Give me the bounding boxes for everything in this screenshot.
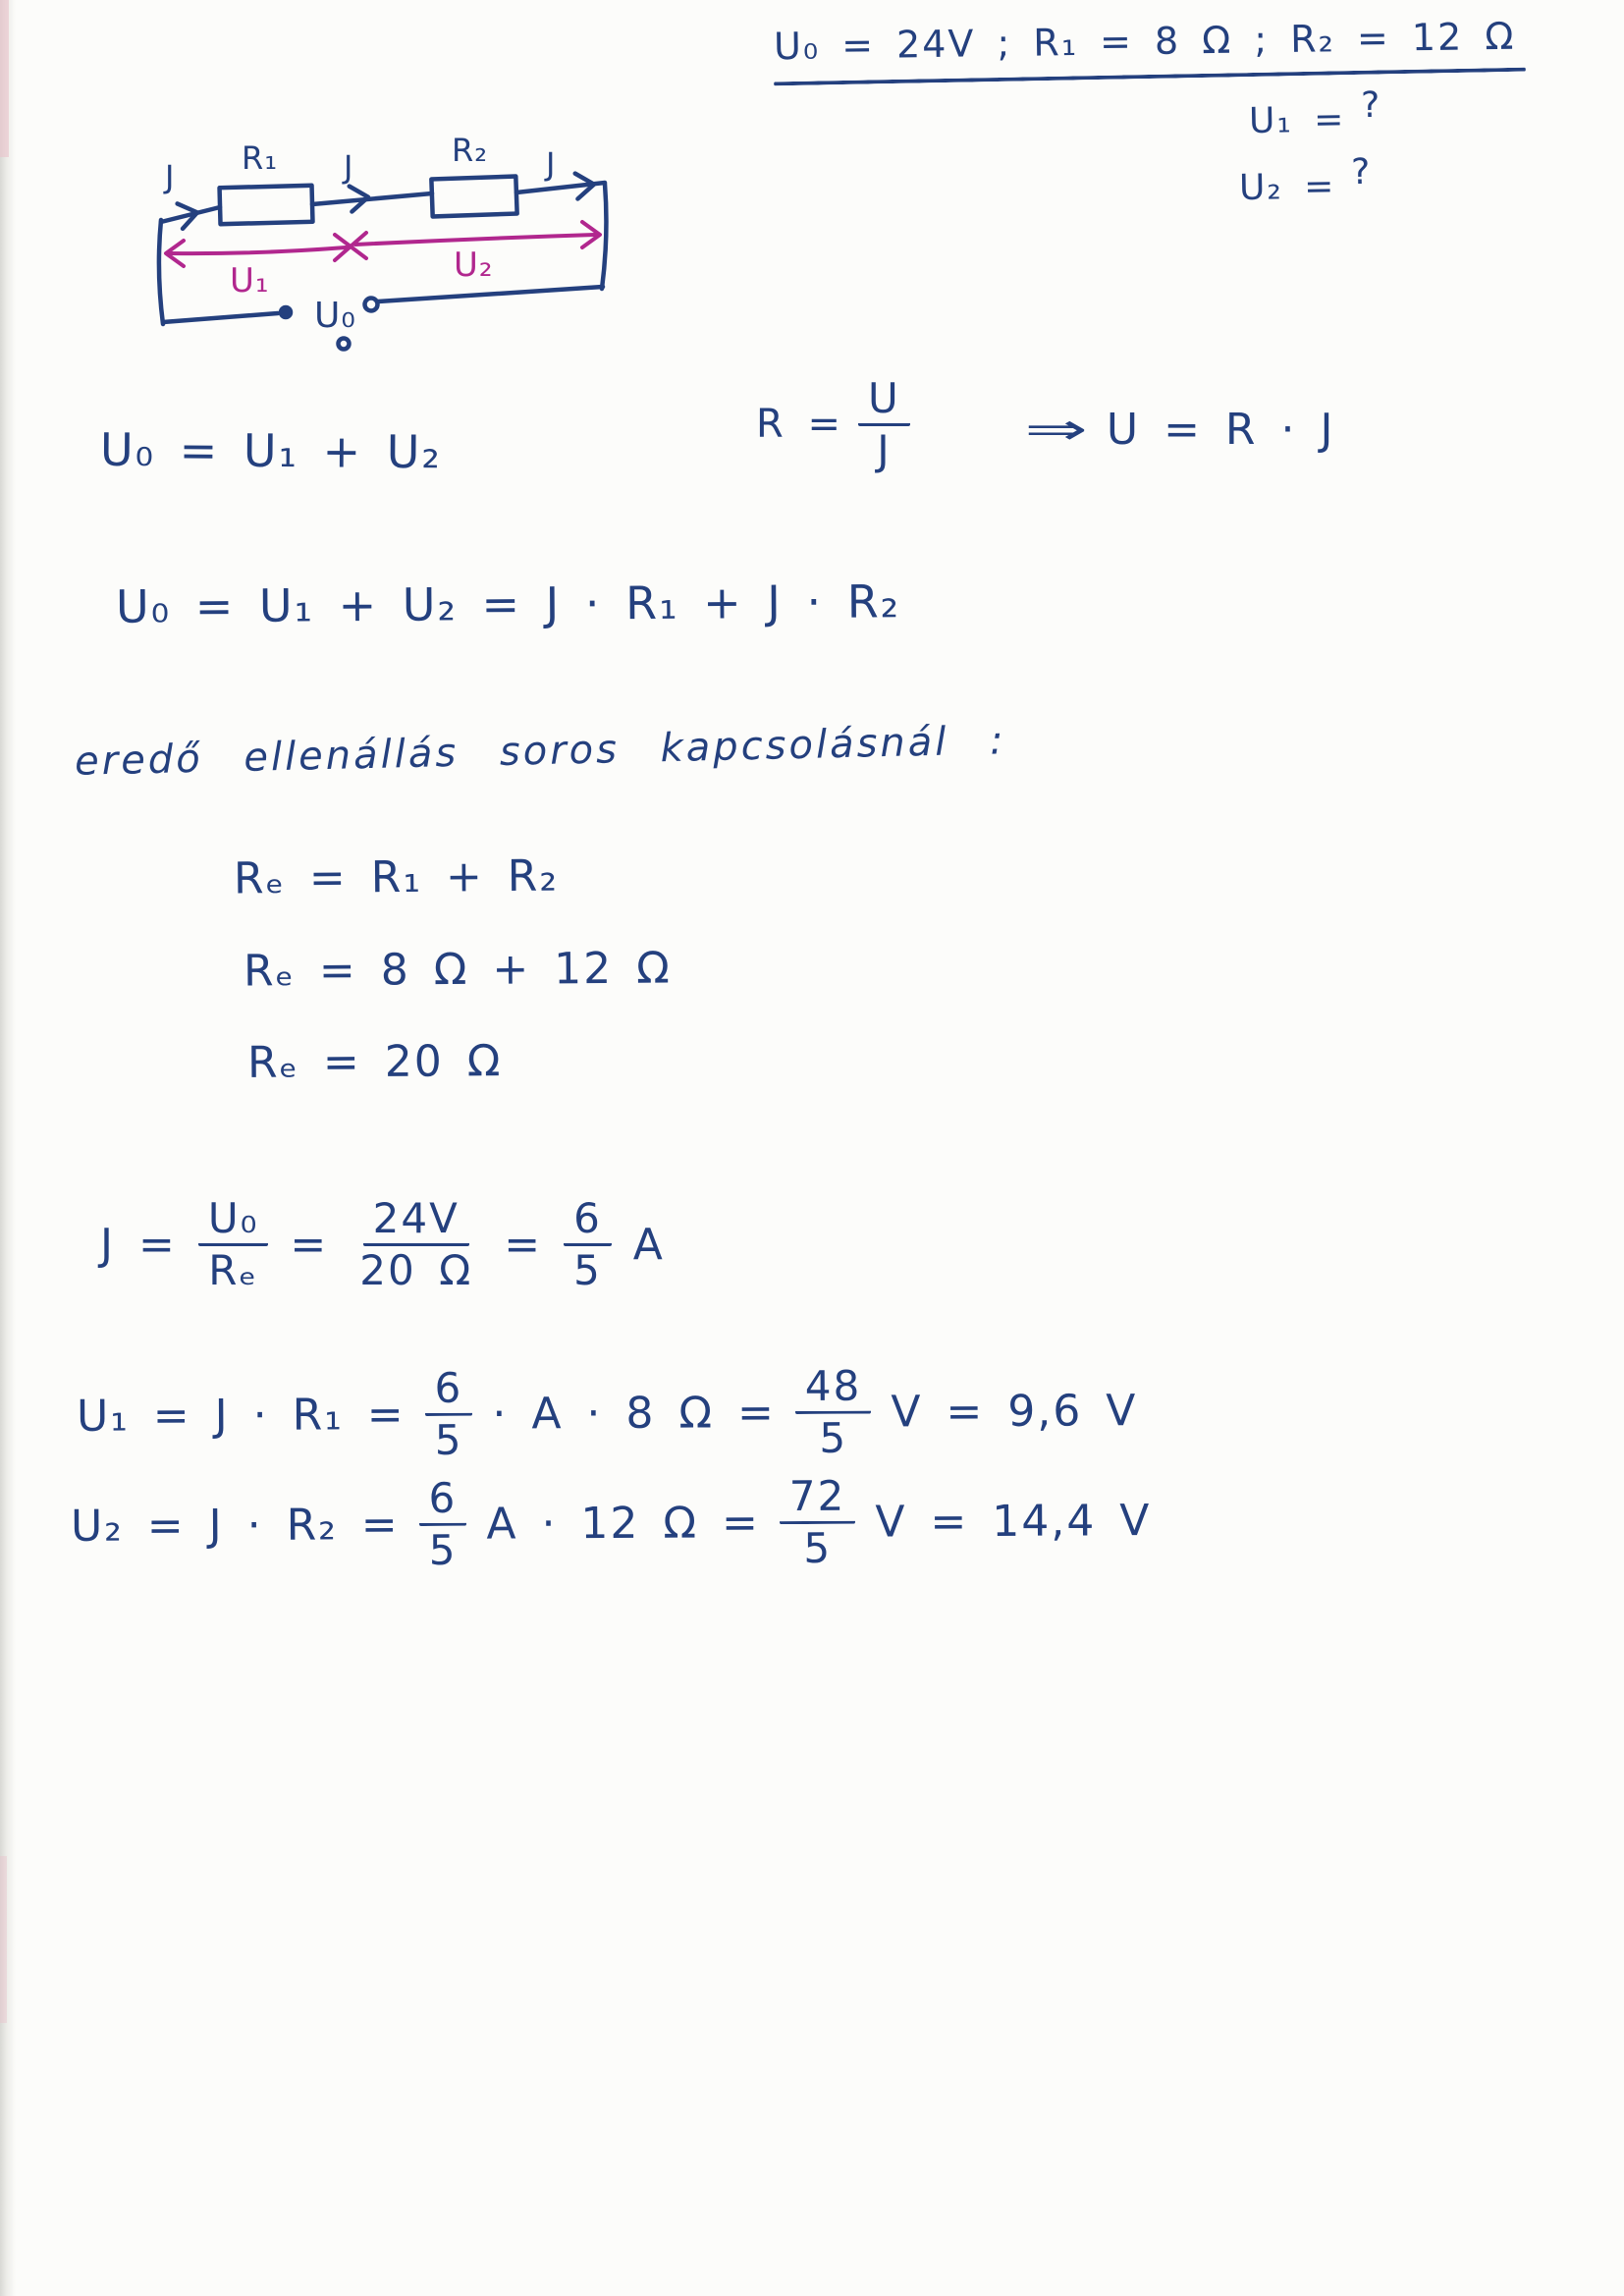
equation-voltage-expanded-text: U₀ = U₁ + U₂ = J · R₁ + J · R₂ — [115, 574, 901, 633]
fraction-denominator: 5 — [819, 1414, 848, 1463]
equation-voltage-sum-text: U₀ = U₁ + U₂ — [99, 422, 443, 479]
question-u2-lhs: U₂ = — [1238, 166, 1336, 209]
resistor-r2-label: R₂ — [452, 132, 489, 169]
u2-fraction-current — [418, 1473, 466, 1575]
scan-pink-artifact-top — [0, 0, 9, 157]
implies-arrow: ⇒ — [1024, 405, 1092, 455]
equation-re-values-text: Rₑ = 8 Ω + 12 Ω — [243, 943, 672, 997]
fraction-numerator: U — [858, 376, 910, 426]
equation-ohms-law-rearranged — [1024, 405, 1335, 455]
voltage-annotations — [166, 222, 600, 301]
equation-re-formula-text: Rₑ = R₁ + R₂ — [233, 850, 560, 904]
fraction-denominator: 20 Ω — [359, 1246, 473, 1295]
wire-right — [602, 184, 606, 289]
ohms-law-rhs: U = R · J — [1106, 405, 1335, 455]
fraction-denominator: Rₑ — [208, 1246, 258, 1295]
equation-voltage-sum — [100, 423, 442, 478]
question-u1-mark: ? — [1360, 84, 1382, 127]
equation-u1-result — [77, 1362, 1138, 1464]
fraction-numerator: 6 — [418, 1476, 466, 1527]
equation-ohms-law — [756, 376, 910, 473]
current-label-3: J — [546, 145, 557, 183]
fraction-numerator: 48 — [795, 1364, 872, 1415]
fraction-numerator: 72 — [780, 1474, 856, 1525]
equation-voltage-expanded — [116, 574, 901, 633]
current-unit: A — [632, 1219, 665, 1270]
resistor-r1-label: R₁ — [242, 139, 279, 177]
circuit-ink-strokes — [159, 132, 607, 350]
u2-fraction-result — [780, 1471, 856, 1573]
voltage-u1-label: U₁ — [230, 261, 270, 301]
fraction-denominator: J — [877, 426, 892, 475]
fraction-denominator: 5 — [428, 1526, 458, 1575]
equation-u2-result — [71, 1472, 1152, 1574]
equation-u2-mid: A · 12 Ω = — [486, 1498, 761, 1550]
equation-re-formula — [234, 851, 559, 904]
equation-u1-tail: V = 9,6 V — [891, 1386, 1138, 1438]
fraction-numerator: 6 — [564, 1196, 612, 1246]
fraction-numerator: 6 — [424, 1366, 472, 1417]
question-u1 — [1248, 84, 1382, 142]
terminal-left — [281, 307, 291, 317]
equals-sign: = — [290, 1219, 329, 1270]
given-data-text: U₀ = 24V ; R₁ = 8 Ω ; R₂ = 12 Ω — [773, 14, 1516, 69]
equation-re-values — [244, 943, 672, 996]
question-u2-mark: ? — [1350, 151, 1373, 193]
equation-current — [100, 1196, 665, 1293]
equals-sign: = — [504, 1219, 543, 1270]
u1-fraction-current — [424, 1363, 472, 1465]
equation-u1-mid: · A · 8 Ω = — [492, 1387, 777, 1440]
current-fraction-symbolic — [198, 1196, 269, 1293]
question-u1-lhs: U₁ = — [1248, 99, 1346, 142]
note-series-resistance — [75, 718, 1006, 785]
wire-left — [159, 220, 163, 324]
equation-u2-lhs: U₂ = J · R₂ = — [70, 1499, 400, 1552]
wire-mid — [312, 193, 432, 204]
source-voltage-label: U₀ — [314, 296, 356, 336]
ohms-law-lhs: R = — [756, 402, 843, 448]
current-fraction-values — [350, 1196, 482, 1293]
fraction-denominator: 5 — [434, 1416, 463, 1465]
given-data-line — [774, 15, 1516, 69]
voltage-u2-label: U₂ — [454, 246, 494, 285]
fraction-denominator: 5 — [573, 1246, 602, 1295]
question-u2 — [1238, 151, 1373, 209]
current-label-1: J — [165, 158, 176, 195]
circuit-diagram — [137, 108, 628, 363]
ohms-law-fraction — [858, 376, 910, 473]
equation-current-lhs: J = — [100, 1219, 177, 1270]
equation-re-result — [247, 1036, 503, 1088]
current-fraction-result — [564, 1196, 612, 1293]
source-subscript-circle — [339, 339, 350, 350]
wire-bottom-right — [378, 287, 603, 301]
fraction-numerator: U₀ — [198, 1196, 269, 1246]
scan-pink-artifact-bottom — [0, 1856, 7, 2023]
wire-bottom-left — [163, 313, 278, 322]
fraction-numerator: 24V — [363, 1196, 469, 1246]
fraction-denominator: 5 — [803, 1524, 833, 1573]
header-underline — [774, 68, 1526, 86]
equation-re-result-text: Rₑ = 20 Ω — [246, 1036, 503, 1088]
resistor-r2-box — [431, 177, 516, 217]
note-series-resistance-text: eredő ellenállás soros kapcsolásnál : — [74, 718, 1007, 785]
resistor-r1-box — [220, 186, 313, 224]
equation-u1-lhs: U₁ = J · R₁ = — [76, 1389, 406, 1442]
voltage-u1-arrow — [171, 247, 346, 253]
terminal-right — [365, 299, 378, 311]
voltage-u2-arrow — [355, 235, 595, 245]
equation-u2-tail: V = 14,4 V — [875, 1495, 1152, 1548]
current-label-2: J — [344, 148, 354, 186]
u1-fraction-result — [795, 1361, 872, 1463]
